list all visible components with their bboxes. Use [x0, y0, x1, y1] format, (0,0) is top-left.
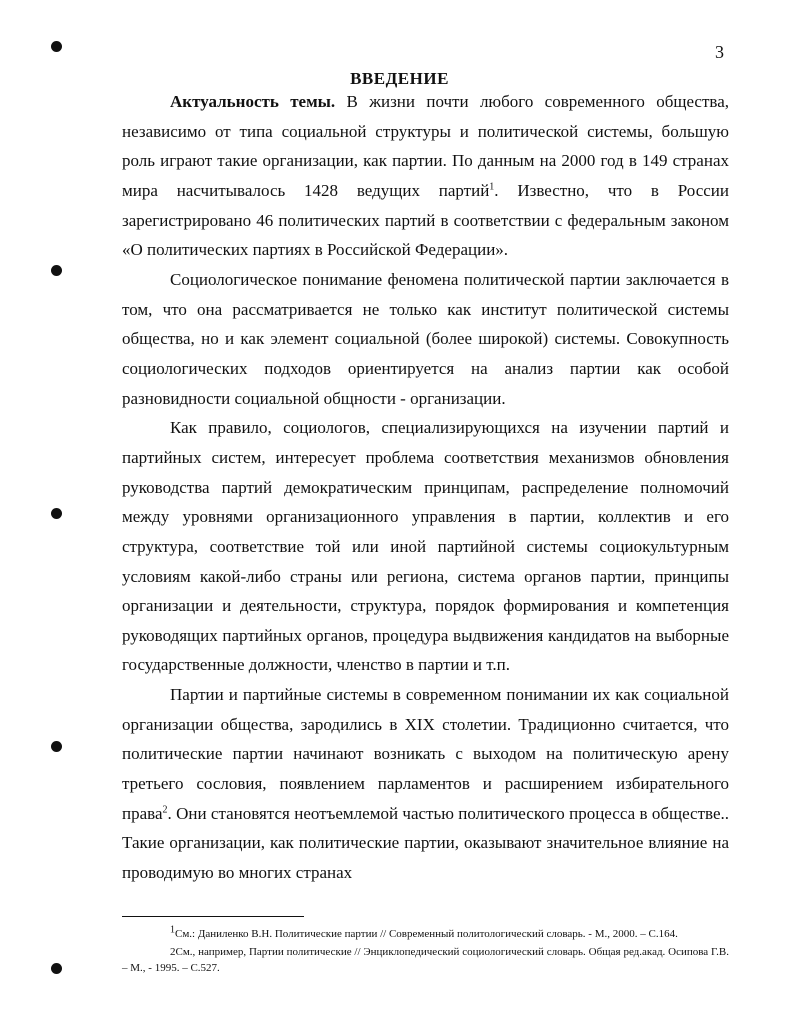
relevance-label: Актуальность темы.: [170, 92, 336, 111]
body-text: [122, 87, 729, 888]
footnote-ref-2: 2: [162, 804, 168, 816]
paragraph-party-origins: [122, 680, 729, 888]
paragraph-sociologists-interest: Как правило, социологов, специализирующихся на изучении партий и партийных систем, интересует проблема соответствия механизмов обновления руководства партий демократическим принципам, распределение полномочий между уровнями организационного управления в партии, коллектив и его структура, соответствие той или иной партийной системы социокультурным условиям какой-либо страны или региона, система органов партии, принципы организации и деятельности, структура, порядок формирования и компетенция руководящих партийных органов, процедура выдвижения кандидатов на выборные государственные должности, членство в партии и т.п.: [122, 418, 729, 675]
punch-hole-2: [51, 265, 62, 276]
paragraph-text: . Они становятся неотъемлемой частью политического процесса в обществе.. Такие организации, как политические партии, оказывают значительное влияние на проводимую во многих странах: [122, 803, 729, 883]
punch-hole-3: [51, 508, 62, 519]
paragraph-sociological-understanding: Социологическое понимание феномена политической партии заключается в том, что она рассматривается не только как институт политической системы общества, но и как элемент социальной (более широкой) системы. Совокупность социологических подходов ориентируется на анализ партии как особой разновидности социальной общности - организации.: [122, 269, 729, 408]
page-number: 3: [715, 42, 724, 62]
footnote-1-text: См.: Даниленко В.Н. Политические партии // Современный политологический словарь. - М., 2000. – С.164.: [175, 928, 678, 940]
punch-hole-1: [51, 41, 62, 52]
punch-hole-5: [51, 963, 62, 974]
footnote-separator: [122, 916, 304, 917]
footnote-2: 2См., например, Партии политические // Энциклопедический социологический словарь. Общая ред.акад. Осипова Г.В. – М., - 1995. – С.527.: [122, 946, 729, 974]
section-heading: ВВЕДЕНИЕ: [350, 69, 449, 88]
paragraph-text: Партии и партийные системы в современном понимании их как социальной организации общества, зародились в XIX столетии. Традиционно считается, что политические партии начинают возникать с выходом на политическую арену третьего сословия, появлением парламентов и расширением избирательного права: [122, 685, 729, 823]
footnotes: [122, 926, 729, 976]
footnote-ref-1: 1: [489, 181, 495, 193]
paragraph-text: . Известно, что в России зарегистрировано 46 политических партий в соответствии с федеральным законом «О политических партиях в Российской Федерации».: [122, 180, 729, 260]
punch-hole-4: [51, 741, 62, 752]
paragraph-text: В жизни почти любого современного общества, независимо от типа социальной структуры и политической системы, большую роль играют такие организации, как партии. По данным на 2000 год в 149 странах мира насчитывалось 1428 ведущих партий: [122, 92, 729, 200]
footnote-1-marker: 1: [170, 924, 175, 936]
footnote-1: [122, 926, 729, 942]
paragraph-relevance: [122, 87, 729, 265]
